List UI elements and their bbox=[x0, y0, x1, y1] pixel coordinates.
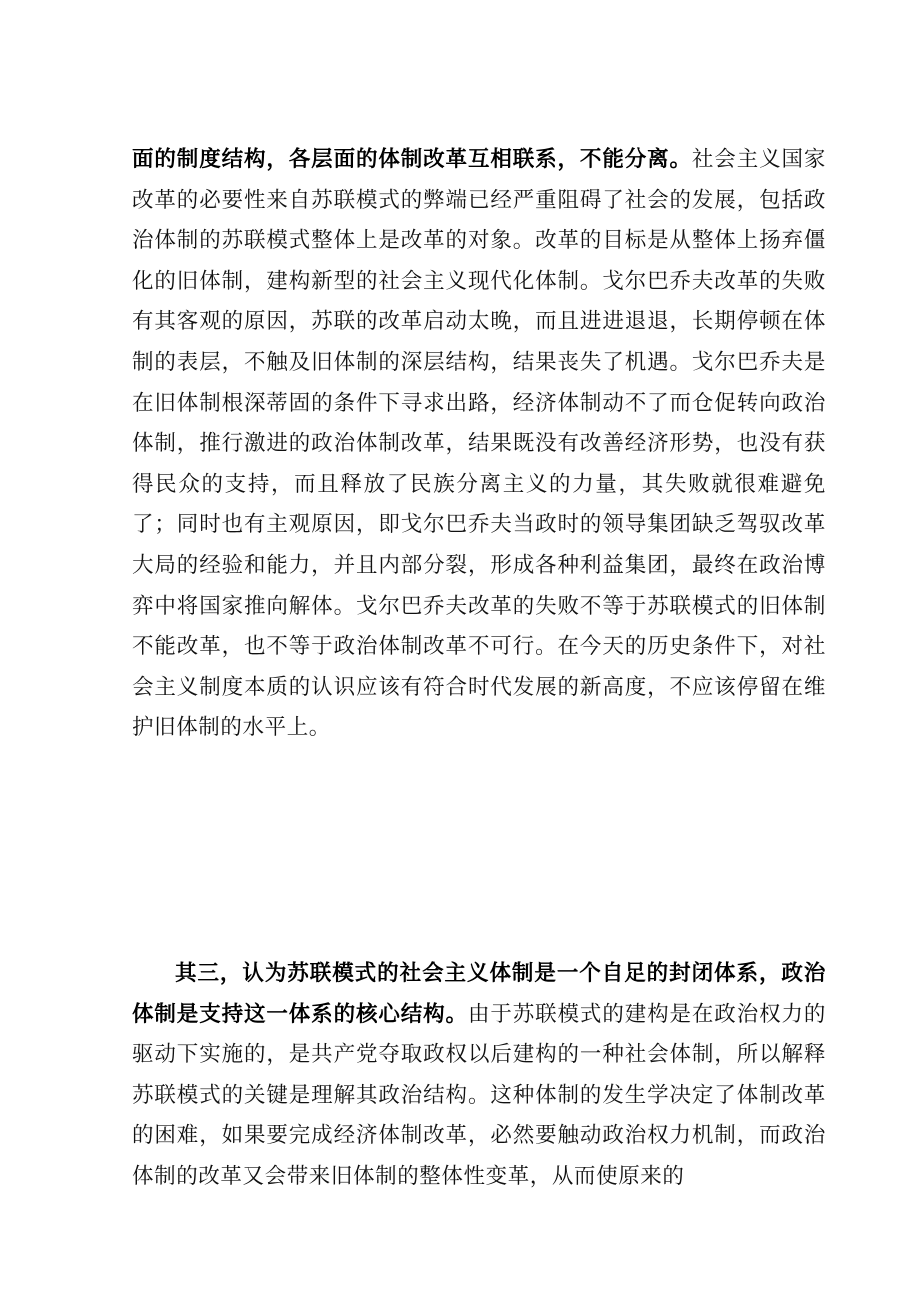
paragraph-1-body: 社会主义国家改革的必要性来自苏联模式的弊端已经严重阻碍了社会的发展，包括政治体制的苏联模式整体上是改革的对象。改革的目标是从整体上扬弃僵化的旧体制，建构新型的社会主义现代化体制。戈尔巴乔夫改革的失败有其客观的原因，苏联的改革启动太晚，而且进进退退，长期停顿在体制的表层，不触及旧体制的深层结构，结果丧失了机遇。戈尔巴乔夫是在旧体制根深蒂固的条件下寻求出路，经济体制动不了而仓促转向政治体制，推行激进的政治体制改革，结果既没有改善经济形势，也没有获得民众的支持，而且释放了民族分离主义的力量，其失败就很难避免了；同时也有主观原因，即戈尔巴乔夫当政时的领导集团缺乏驾驭改革大局的经验和能力，并且内部分裂，形成各种利益集团，最终在政治博弈中将国家推向解体。戈尔巴乔夫改革的失败不等于苏联模式的旧体制不能改革，也不等于政治体制改革不可行。在今天的历史条件下，对社会主义制度本质的认识应该有符合时代发展的新高度，不应该停留在维护旧体制的水平上。 bbox=[132, 147, 826, 741]
paragraph-1-bold-lead: 面的制度结构，各层面的体制改革互相联系，不能分离。 bbox=[132, 147, 692, 172]
paragraph-1 bbox=[132, 140, 826, 749]
paragraph-2-body: 由于苏联模式的建构是在政治权力的驱动下实施的，是共产党夺取政权以后建构的一种社会体制，所以解释苏联模式的关键是理解其政治结构。这种体制的发生学决定了体制改革的困难，如果要完成经济体制改革，必然要触动政治权力机制，而政治体制的改革又会带来旧体制的整体性变革，从而使原来的 bbox=[132, 1001, 826, 1189]
paragraph-2 bbox=[132, 954, 826, 1198]
paragraph-2-bold-lead: 其三，认为苏联模式的社会主义体制是一个自足的封闭体系，政治体制是支持这一体系的核心结构。 bbox=[132, 961, 826, 1027]
